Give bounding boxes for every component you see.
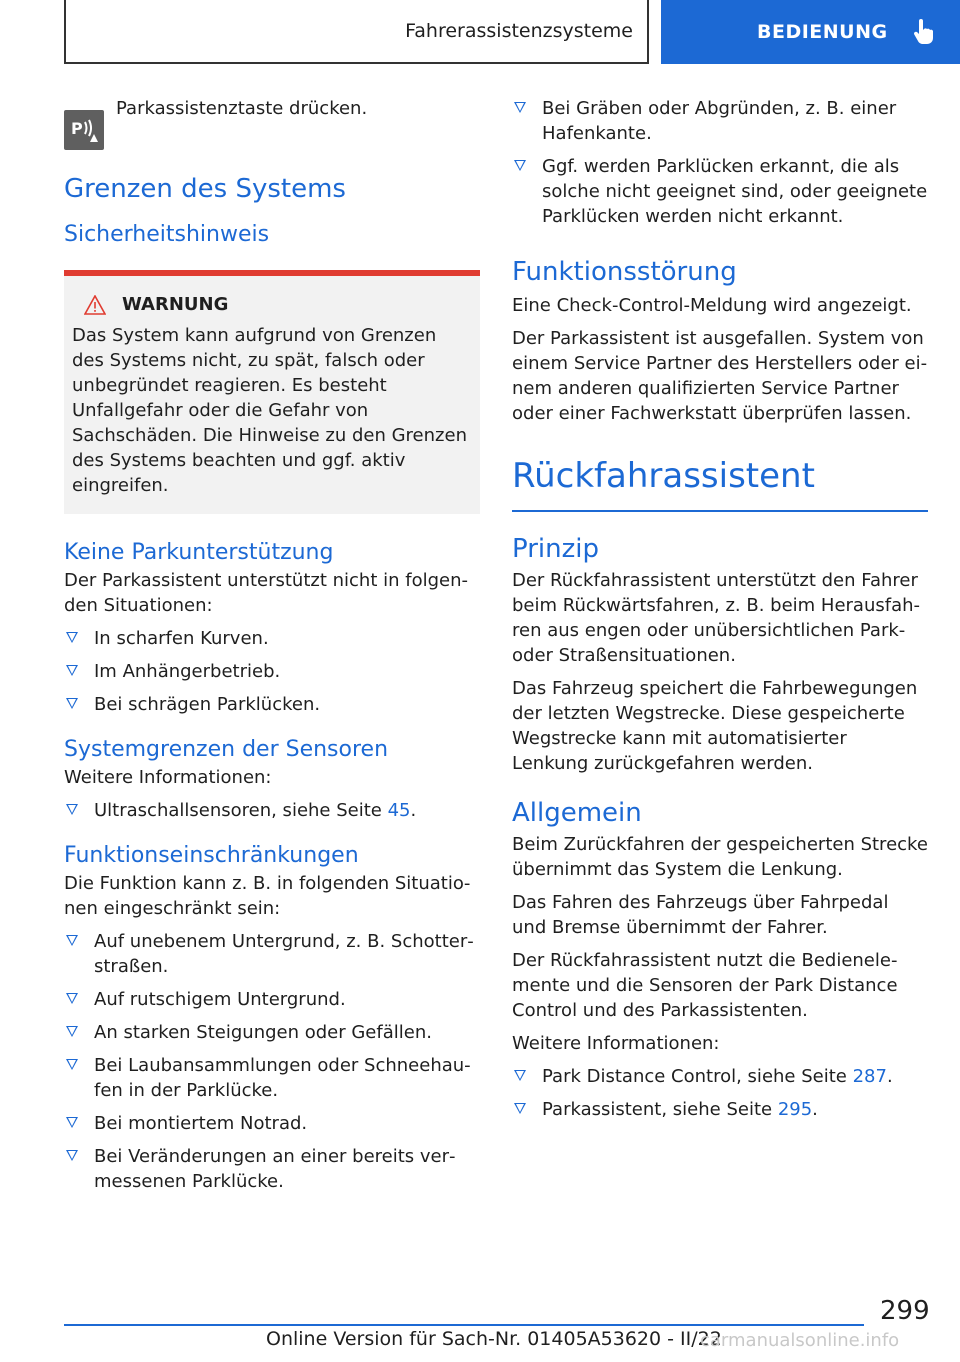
warning-box (64, 270, 480, 514)
footer-text: Online Version für Sach-Nr. 01405A53620 - II/22 (266, 1328, 722, 1350)
general-text-2: Das Fahren des Fahrzeugs über Fahrpedal und Bremse übernimmt der Fahrer. (512, 892, 889, 938)
list-item: Bei Gräben oder Abgründen, z. B. einer Hafenkante. (512, 96, 928, 146)
list-item: Bei Veränderungen an einer bereits vermessenen Parklücke. (64, 1144, 480, 1194)
list-item: Ggf. werden Parklücken erkannt, die als solche nicht geeignet sind, oder geeignete Parklücken werden nicht erkannt. (512, 154, 928, 229)
general-text-1: Beim Zurückfahren der gespeicherten Strecke übernimmt das System die Lenkung. (512, 834, 928, 880)
heading-limits: Grenzen des Systems (64, 174, 346, 204)
list-item: Bei montiertem Notrad. (64, 1111, 480, 1136)
heading-general: Allgemein (512, 798, 642, 828)
warning-triangle-icon (84, 295, 106, 315)
header-section-title: Fahrerassistenzsysteme (405, 20, 633, 42)
right-column (512, 96, 928, 1122)
chapter-heading-block (512, 454, 928, 512)
list-item: Bei schrägen Parklücken. (64, 692, 480, 717)
list-item: Bei Laubansammlungen oder Schneehaufen in der Parklücke. (64, 1053, 480, 1103)
instruction-text: Parkassistenztaste drücken. (116, 98, 368, 119)
reference-list (512, 1064, 928, 1122)
header-chapter (661, 0, 960, 64)
hand-pointer-icon (910, 19, 936, 45)
heading-malfunction: Funktionsstörung (512, 257, 737, 287)
no-support-list (64, 626, 480, 717)
general-text-3: Der Rückfahrassistent nutzt die Bedienelemente und die Sensoren der Park Distance Control und des Parkassistenten. (512, 950, 898, 1021)
page-link-287[interactable]: 287 (852, 1066, 887, 1087)
list-item: Im Anhängerbetrieb. (64, 659, 480, 684)
principle-text-2: Das Fahrzeug speichert die Fahrbewegungen der letzten Wegstrecke. Diese gespeicherte Wegstrecke kann mit automatisierter Lenkung zurückgefahren werden. (512, 678, 918, 774)
footer-rule (64, 1324, 864, 1326)
sensor-text: Weitere Informationen: (64, 767, 272, 788)
header-section (64, 0, 649, 64)
principle-text-1: Der Rückfahrassistent unterstützt den Fahrer beim Rückwärtsfahren, z. B. beim Herausfahren aus engen oder unübersichtlichen Park- oder Straßensituationen. (512, 570, 921, 666)
restrictions-list (64, 929, 480, 1194)
page-link-295[interactable]: 295 (777, 1099, 813, 1120)
instruction-row (64, 96, 480, 150)
park-assist-button-icon (64, 110, 104, 150)
no-support-text: Der Parkassistent unterstützt nicht in folgenden Situationen: (64, 570, 468, 616)
page-link-45[interactable]: 45 (387, 800, 411, 821)
warning-title: WARNUNG (122, 294, 229, 315)
malfunction-text-1: Eine Check-Control-Meldung wird angezeigt. (512, 295, 912, 316)
list-item: Auf unebenem Untergrund, z. B. Schotterstraßen. (64, 929, 480, 979)
general-text-4: Weitere Informationen: (512, 1033, 720, 1054)
heading-safety: Sicherheitshinweis (64, 222, 270, 247)
malfunction-text-2: Der Parkassistent ist ausgefallen. System von einem Service Partner des Herstellers oder einem anderen qualifizierten Service Partner oder einer Fachwerkstatt überprüfen lassen. (512, 328, 928, 424)
list-item: Auf rutschigem Untergrund. (64, 987, 480, 1012)
heading-restrictions: Funktionseinschränkungen (64, 843, 359, 868)
list-item: Park Distance Control, siehe Seite 287. (512, 1064, 928, 1089)
sensor-list (64, 798, 480, 823)
page-number: 299 (880, 1296, 930, 1326)
top-list (512, 96, 928, 229)
left-column (64, 96, 480, 1194)
list-item: An starken Steigungen oder Gefällen. (64, 1020, 480, 1045)
svg-text:P: P (71, 119, 83, 138)
heading-principle: Prinzip (512, 534, 599, 564)
list-item: Parkassistent, siehe Seite 295. (512, 1097, 928, 1122)
header-chapter-title: BEDIENUNG (757, 21, 888, 43)
watermark-text: carmanualsonline.info (700, 1330, 900, 1351)
list-item: Ultraschallsensoren, siehe Seite 45. (64, 798, 480, 823)
restrictions-text: Die Funktion kann z. B. in folgenden Situationen eingeschränkt sein: (64, 873, 471, 919)
warning-text: Das System kann aufgrund von Grenzen des Systems nicht, zu spät, falsch oder unbegründet reagieren. Es besteht Unfallgefahr oder die Gefahr von Sachschäden. Die Hinweise zu den Grenzen des Systems beachten und ggf. aktiv eingreifen. (72, 325, 467, 496)
heading-sensor-limits: Systemgrenzen der Sensoren (64, 737, 389, 762)
list-item: In scharfen Kurven. (64, 626, 480, 651)
heading-no-support: Keine Parkunterstützung (64, 540, 334, 565)
heading-reverse-assistant: Rückfahrassistent (512, 456, 815, 496)
warning-title-row (84, 294, 472, 315)
